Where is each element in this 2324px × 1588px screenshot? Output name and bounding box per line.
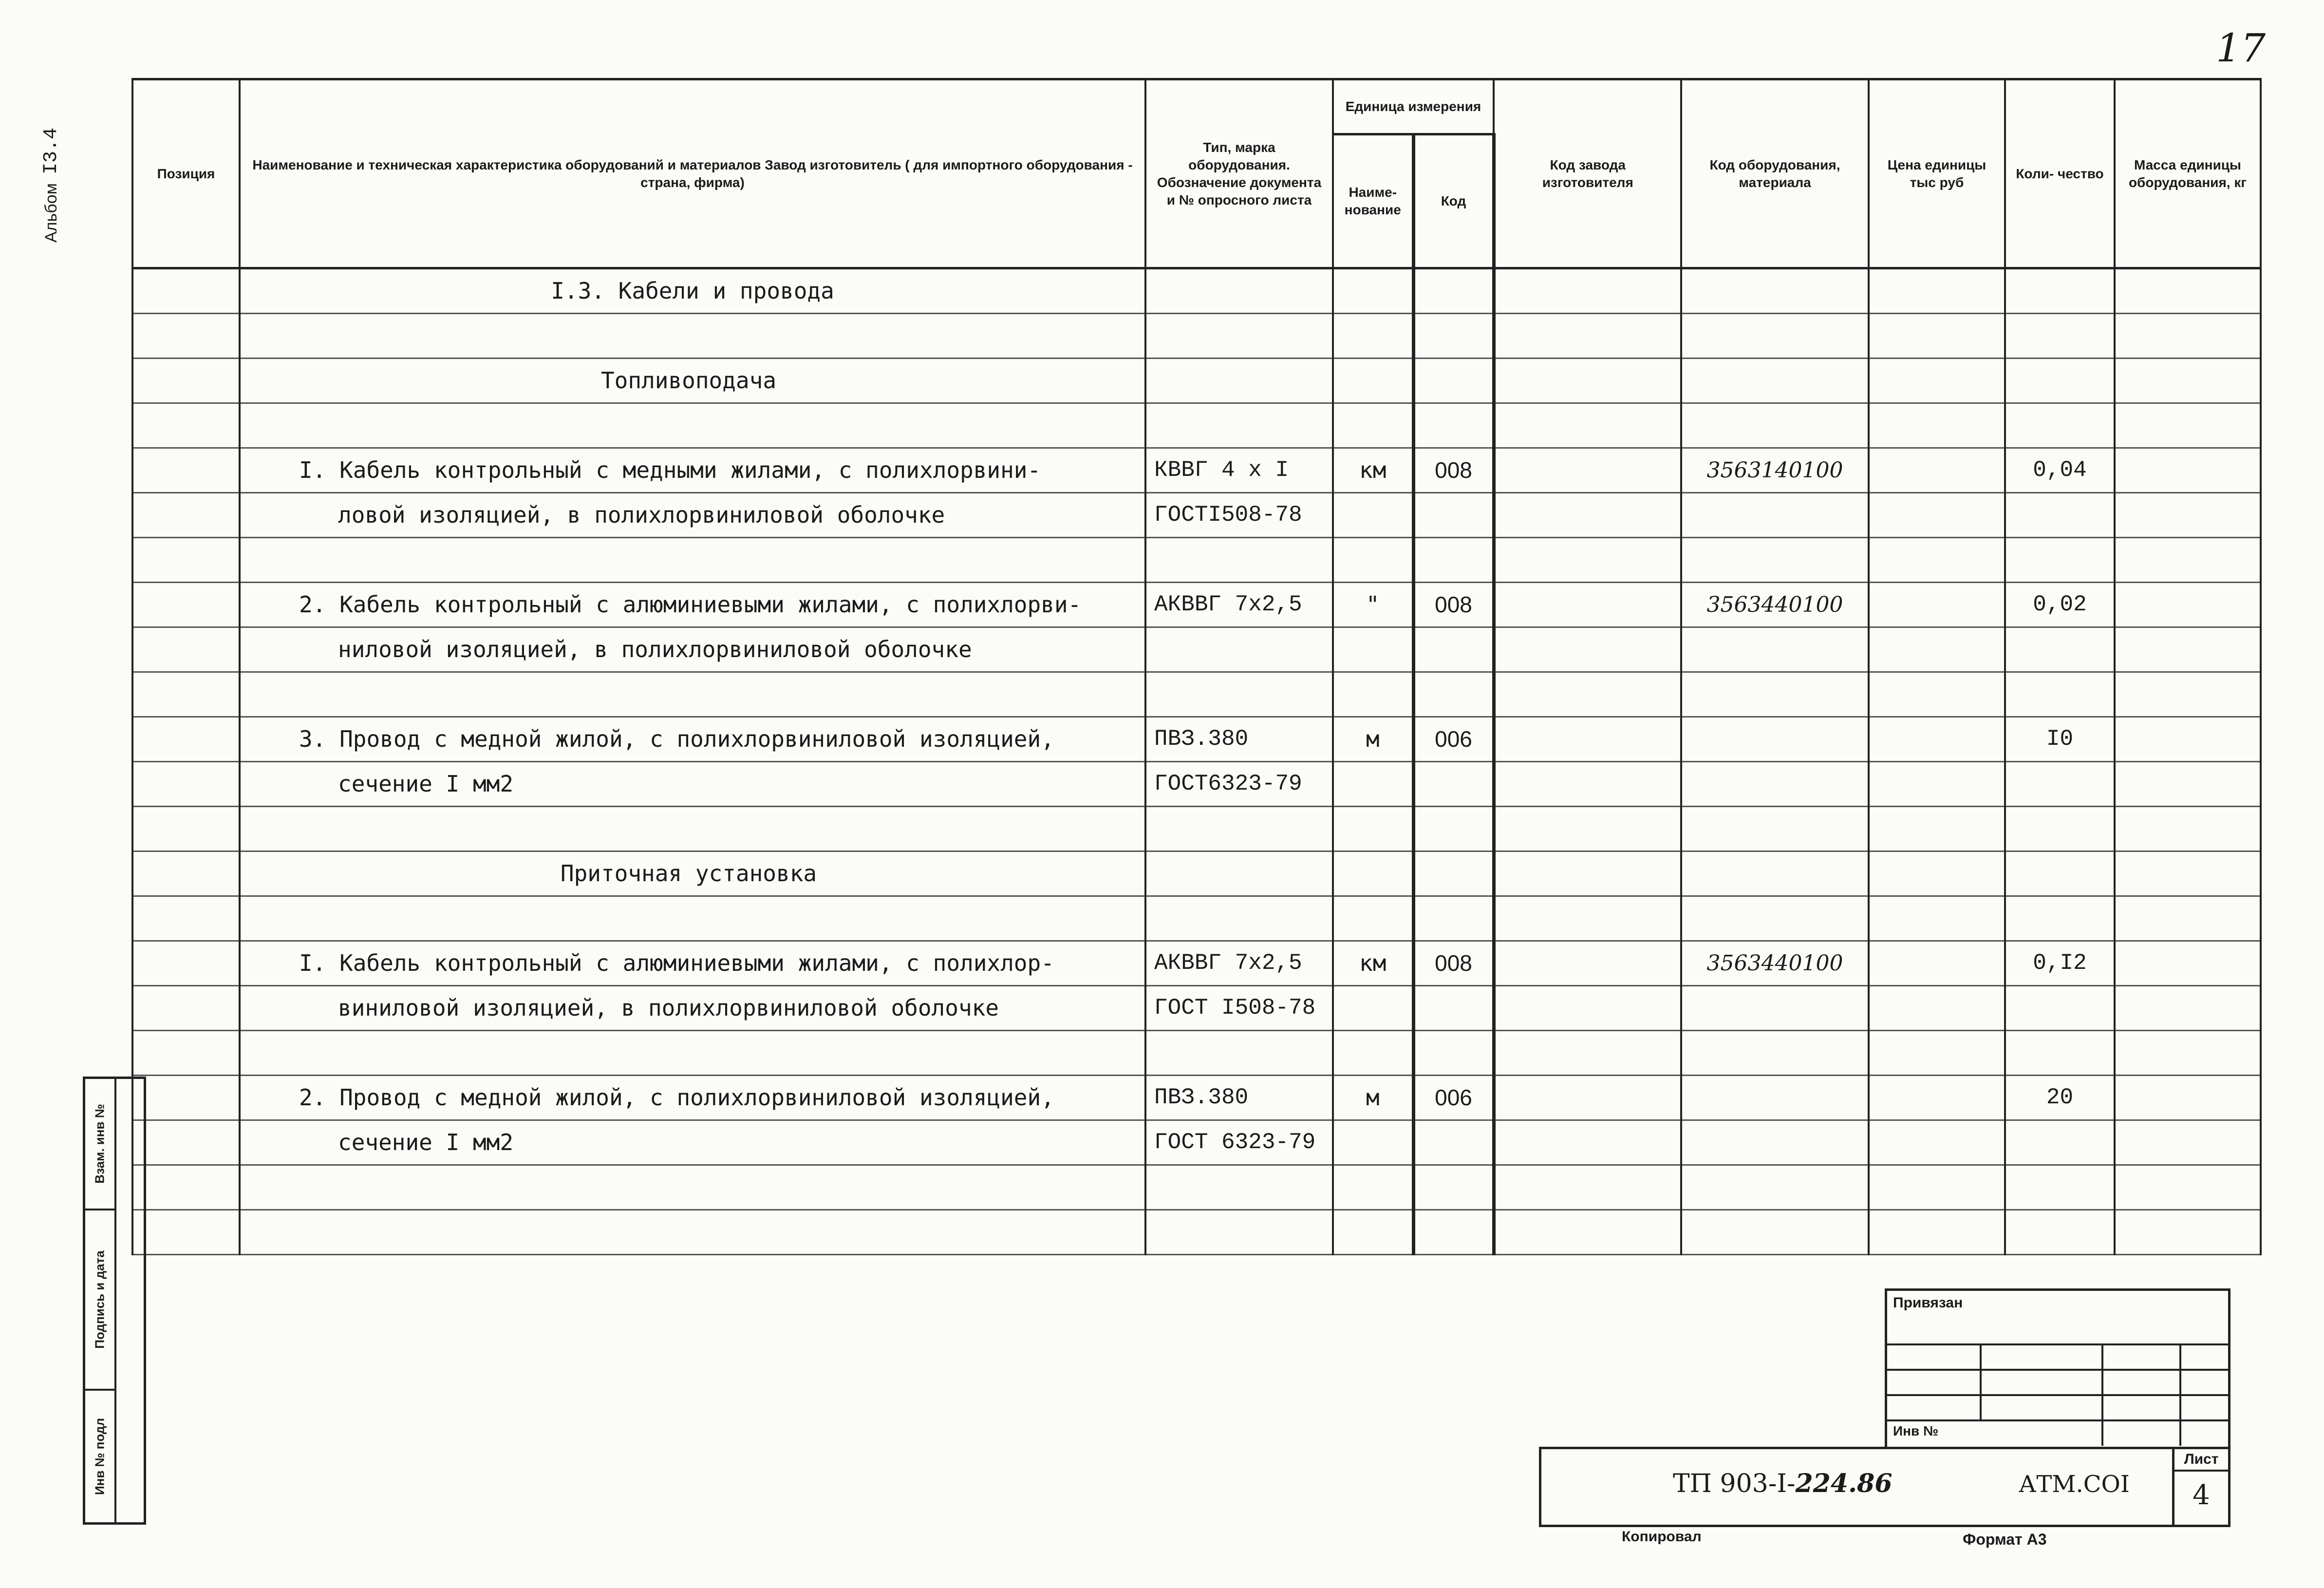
cell-factory-code: [1494, 493, 1681, 538]
cell-position: [132, 493, 240, 538]
cell-mass: [2115, 359, 2261, 403]
cell-type: [1145, 851, 1333, 896]
cell-unit-name: [1333, 1031, 1413, 1076]
cell-mass: [2115, 1076, 2261, 1120]
cell-name: сечение I мм2: [240, 762, 1145, 807]
cell-name: [240, 314, 1145, 359]
cell-mass: [2115, 1165, 2261, 1210]
cell-type: [1145, 672, 1333, 717]
cell-factory-code: [1494, 896, 1681, 941]
sheet-label: Лист: [2174, 1451, 2228, 1472]
cell-mass: [2115, 896, 2261, 941]
cell-quantity: 0,04: [2005, 448, 2115, 493]
cell-position: [132, 672, 240, 717]
table-row: [132, 314, 2261, 359]
cell-position: [132, 268, 240, 314]
stamp-label-replace-inv: Взам. инв №: [92, 1104, 107, 1184]
designation-year: 224.86: [1795, 1469, 1893, 1498]
cell-type: [1145, 403, 1333, 448]
table-row: [132, 403, 2261, 448]
table-row: [132, 583, 2261, 627]
cell-factory-code: [1494, 448, 1681, 493]
grid-line: [1887, 1419, 2228, 1421]
cell-mass: [2115, 403, 2261, 448]
cell-unit-name: [1333, 268, 1413, 314]
cell-factory-code: [1494, 941, 1681, 986]
page-number: 17: [2216, 25, 2266, 71]
inv-label: Инв №: [1893, 1423, 1939, 1438]
cell-mass: [2115, 627, 2261, 672]
album-number: I3.4: [40, 128, 62, 175]
grid-line: [1887, 1343, 2228, 1345]
cell-price: [1869, 1210, 2005, 1255]
cell-type: [1145, 1031, 1333, 1076]
cell-price: [1869, 314, 2005, 359]
cell-unit-name: [1333, 762, 1413, 807]
copied-label: Копировал: [1622, 1529, 1702, 1545]
cell-quantity: [2005, 851, 2115, 896]
cell-position: [132, 359, 240, 403]
table-row: [132, 896, 2261, 941]
cell-price: [1869, 1076, 2005, 1120]
stamp-cell-original-inv: [85, 1391, 114, 1522]
cell-mass: [2115, 268, 2261, 314]
cell-price: [1869, 762, 2005, 807]
cell-unit-code: [1413, 1210, 1494, 1255]
cell-price: [1869, 1120, 2005, 1165]
cell-quantity: [2005, 986, 2115, 1031]
cell-name: Топливоподача: [240, 359, 1145, 403]
cell-position: [132, 851, 240, 896]
cell-factory-code: [1494, 1210, 1681, 1255]
table-row: [132, 493, 2261, 538]
cell-type: [1145, 1210, 1333, 1255]
cell-quantity: [2005, 403, 2115, 448]
table-row: [132, 807, 2261, 851]
cell-unit-code: [1413, 493, 1494, 538]
cell-type: [1145, 314, 1333, 359]
cell-unit-name: км: [1333, 448, 1413, 493]
cell-price: [1869, 1165, 2005, 1210]
cell-type: ГОСТ 6323-79: [1145, 1120, 1333, 1165]
cell-equipment-code: 3563140100: [1681, 448, 1869, 493]
cell-mass: [2115, 851, 2261, 896]
cell-type: [1145, 807, 1333, 851]
cell-quantity: [2005, 672, 2115, 717]
cell-position: [132, 1120, 240, 1165]
cell-name: [240, 672, 1145, 717]
cell-equipment-code: [1681, 493, 1869, 538]
cell-unit-name: [1333, 807, 1413, 851]
cell-position: [132, 762, 240, 807]
cell-position: [132, 538, 240, 583]
cell-factory-code: [1494, 762, 1681, 807]
cell-unit-name: [1333, 493, 1413, 538]
cell-quantity: 20: [2005, 1076, 2115, 1120]
cell-quantity: [2005, 268, 2115, 314]
cell-type: ГОСТI508-78: [1145, 493, 1333, 538]
table-row: [132, 359, 2261, 403]
cell-factory-code: [1494, 1120, 1681, 1165]
cell-name: I. Кабель контрольный с алюминиевыми жилами, с полихлор-: [240, 941, 1145, 986]
cell-position: [132, 717, 240, 762]
cell-position: [132, 583, 240, 627]
cell-mass: [2115, 538, 2261, 583]
cell-quantity: [2005, 1210, 2115, 1255]
cell-position: [132, 896, 240, 941]
table-row: [132, 1210, 2261, 1255]
cell-factory-code: [1494, 672, 1681, 717]
header-equipment-code: Код оборудования, материала: [1681, 79, 1869, 268]
cell-unit-code: [1413, 359, 1494, 403]
cell-equipment-code: 3563440100: [1681, 941, 1869, 986]
cell-quantity: [2005, 1165, 2115, 1210]
cell-name: 2. Провод с медной жилой, с полихлорвиниловой изоляцией,: [240, 1076, 1145, 1120]
cell-factory-code: [1494, 583, 1681, 627]
cell-position: [132, 1165, 240, 1210]
cell-position: [132, 448, 240, 493]
cell-quantity: 0,02: [2005, 583, 2115, 627]
cell-unit-code: [1413, 1031, 1494, 1076]
cell-factory-code: [1494, 403, 1681, 448]
cell-name: сечение I мм2: [240, 1120, 1145, 1165]
cell-unit-name: [1333, 359, 1413, 403]
cell-type: АКВВГ 7x2,5: [1145, 583, 1333, 627]
table-row: [132, 762, 2261, 807]
title-block-attached: [1885, 1288, 2230, 1449]
cell-unit-code: 008: [1413, 448, 1494, 493]
cell-quantity: [2005, 359, 2115, 403]
cell-price: [1869, 359, 2005, 403]
cell-equipment-code: [1681, 314, 1869, 359]
cell-price: [1869, 896, 2005, 941]
cell-price: [1869, 583, 2005, 627]
cell-name: 3. Провод с медной жилой, с полихлорвиниловой изоляцией,: [240, 717, 1145, 762]
cell-quantity: [2005, 896, 2115, 941]
table-row: [132, 1031, 2261, 1076]
stamp-divider: [114, 1079, 116, 1522]
cell-position: [132, 1076, 240, 1120]
table-header: [132, 79, 2261, 268]
cell-equipment-code: [1681, 762, 1869, 807]
cell-factory-code: [1494, 851, 1681, 896]
cell-position: [132, 1031, 240, 1076]
cell-price: [1869, 538, 2005, 583]
cell-name: I.3. Кабели и провода: [240, 268, 1145, 314]
cell-unit-name: ": [1333, 583, 1413, 627]
cell-factory-code: [1494, 986, 1681, 1031]
document-code: АТМ.СОI: [2019, 1471, 2130, 1498]
designation-prefix: ТП 903-I-: [1673, 1469, 1796, 1498]
cell-unit-name: [1333, 627, 1413, 672]
cell-name: [240, 896, 1145, 941]
cell-name: ловой изоляцией, в полихлорвиниловой оболочке: [240, 493, 1145, 538]
stamp-label-signature-date: Подпись и дата: [92, 1250, 107, 1349]
cell-unit-name: [1333, 403, 1413, 448]
cell-position: [132, 807, 240, 851]
table-row: [132, 627, 2261, 672]
cell-type: [1145, 896, 1333, 941]
cell-position: [132, 627, 240, 672]
cell-type: КВВГ 4 x I: [1145, 448, 1333, 493]
stamp-cell-replace-inv: [85, 1079, 114, 1210]
cell-equipment-code: [1681, 1076, 1869, 1120]
grid-line: [2101, 1343, 2103, 1446]
cell-equipment-code: [1681, 359, 1869, 403]
document-designation: [1673, 1469, 1893, 1498]
table-row: [132, 1165, 2261, 1210]
table-row: [132, 1076, 2261, 1120]
cell-equipment-code: [1681, 1210, 1869, 1255]
header-factory-code: Код завода изготовителя: [1494, 79, 1681, 268]
approval-stamp-column: [83, 1077, 146, 1525]
table-row: [132, 717, 2261, 762]
cell-mass: [2115, 1210, 2261, 1255]
cell-equipment-code: 3563440100: [1681, 583, 1869, 627]
cell-quantity: I0: [2005, 717, 2115, 762]
cell-unit-name: [1333, 1120, 1413, 1165]
cell-type: ПВЗ.380: [1145, 717, 1333, 762]
cell-price: [1869, 941, 2005, 986]
cell-type: [1145, 538, 1333, 583]
cell-price: [1869, 403, 2005, 448]
header-type: Тип, марка оборудования. Обозначение документа и № опросного листа: [1145, 79, 1333, 268]
cell-quantity: [2005, 538, 2115, 583]
cell-unit-name: [1333, 672, 1413, 717]
cell-unit-name: [1333, 314, 1413, 359]
cell-quantity: [2005, 314, 2115, 359]
cell-type: [1145, 359, 1333, 403]
cell-price: [1869, 717, 2005, 762]
table-row: [132, 986, 2261, 1031]
cell-quantity: [2005, 627, 2115, 672]
cell-unit-code: [1413, 807, 1494, 851]
cell-type: [1145, 1165, 1333, 1210]
table-row: [132, 1120, 2261, 1165]
header-quantity: Коли- чество: [2005, 79, 2115, 268]
cell-factory-code: [1494, 627, 1681, 672]
cell-factory-code: [1494, 717, 1681, 762]
title-block-main: [1539, 1447, 2230, 1527]
cell-quantity: [2005, 493, 2115, 538]
cell-mass: [2115, 672, 2261, 717]
cell-unit-name: [1333, 1210, 1413, 1255]
header-unit-name: Наиме- нование: [1333, 134, 1413, 268]
cell-equipment-code: [1681, 1120, 1869, 1165]
table-row: [132, 851, 2261, 896]
cell-factory-code: [1494, 268, 1681, 314]
cell-name: [240, 1165, 1145, 1210]
cell-mass: [2115, 986, 2261, 1031]
header-price: Цена единицы тыс руб: [1869, 79, 2005, 268]
cell-unit-code: [1413, 851, 1494, 896]
table-row: [132, 448, 2261, 493]
cell-mass: [2115, 807, 2261, 851]
cell-equipment-code: [1681, 986, 1869, 1031]
stamp-label-original-inv: Инв № подл: [92, 1418, 107, 1495]
cell-price: [1869, 851, 2005, 896]
cell-unit-code: 006: [1413, 1076, 1494, 1120]
cell-unit-code: [1413, 762, 1494, 807]
cell-equipment-code: [1681, 538, 1869, 583]
cell-mass: [2115, 1031, 2261, 1076]
cell-name: [240, 403, 1145, 448]
cell-mass: [2115, 493, 2261, 538]
sheet-box: [2172, 1449, 2228, 1527]
stamp-cell-signature-date: [85, 1210, 114, 1391]
cell-price: [1869, 672, 2005, 717]
table-row: [132, 672, 2261, 717]
header-unit-code: Код: [1413, 134, 1494, 268]
table-row: [132, 538, 2261, 583]
cell-unit-name: [1333, 538, 1413, 583]
grid-line: [1980, 1343, 1982, 1419]
table-body: [132, 268, 2261, 1255]
cell-price: [1869, 986, 2005, 1031]
cell-price: [1869, 448, 2005, 493]
cell-equipment-code: [1681, 403, 1869, 448]
cell-factory-code: [1494, 538, 1681, 583]
cell-type: ГОСТ6323-79: [1145, 762, 1333, 807]
table-row: [132, 941, 2261, 986]
cell-unit-name: км: [1333, 941, 1413, 986]
cell-factory-code: [1494, 1165, 1681, 1210]
cell-factory-code: [1494, 1031, 1681, 1076]
cell-type: АКВВГ 7x2,5: [1145, 941, 1333, 986]
cell-equipment-code: [1681, 851, 1869, 896]
cell-mass: [2115, 314, 2261, 359]
cell-factory-code: [1494, 807, 1681, 851]
cell-name: ниловой изоляцией, в полихлорвиниловой оболочке: [240, 627, 1145, 672]
header-mass: Масса единицы оборудования, кг: [2115, 79, 2261, 268]
cell-equipment-code: [1681, 627, 1869, 672]
cell-type: ГОСТ I508-78: [1145, 986, 1333, 1031]
cell-unit-name: [1333, 896, 1413, 941]
sheet-number: 4: [2193, 1479, 2210, 1511]
cell-unit-code: [1413, 1120, 1494, 1165]
cell-quantity: [2005, 762, 2115, 807]
cell-equipment-code: [1681, 268, 1869, 314]
cell-position: [132, 986, 240, 1031]
cell-unit-code: [1413, 896, 1494, 941]
cell-factory-code: [1494, 314, 1681, 359]
cell-name: [240, 1210, 1145, 1255]
cell-name: [240, 1031, 1145, 1076]
table-row: [132, 268, 2261, 314]
cell-price: [1869, 493, 2005, 538]
cell-unit-code: [1413, 672, 1494, 717]
cell-unit-code: [1413, 268, 1494, 314]
cell-type: ПВЗ.380: [1145, 1076, 1333, 1120]
cell-mass: [2115, 941, 2261, 986]
cell-quantity: 0,I2: [2005, 941, 2115, 986]
cell-mass: [2115, 1120, 2261, 1165]
cell-type: [1145, 627, 1333, 672]
cell-unit-code: [1413, 627, 1494, 672]
cell-equipment-code: [1681, 1165, 1869, 1210]
cell-equipment-code: [1681, 717, 1869, 762]
cell-unit-code: [1413, 403, 1494, 448]
cell-name: Приточная установка: [240, 851, 1145, 896]
cell-unit-code: [1413, 314, 1494, 359]
cell-mass: [2115, 448, 2261, 493]
specification-table: [131, 78, 2262, 1255]
header-name: Наименование и техническая характеристика оборудований и материалов Завод изготовитель ( для импортного оборудования - страна, фирма): [240, 79, 1145, 268]
cell-position: [132, 1210, 240, 1255]
cell-factory-code: [1494, 1076, 1681, 1120]
album-label-text: Альбом: [41, 183, 60, 243]
cell-quantity: [2005, 1120, 2115, 1165]
cell-equipment-code: [1681, 672, 1869, 717]
cell-equipment-code: [1681, 807, 1869, 851]
cell-price: [1869, 268, 2005, 314]
cell-unit-code: [1413, 1165, 1494, 1210]
grid-line: [2179, 1343, 2181, 1446]
cell-unit-name: [1333, 986, 1413, 1031]
cell-price: [1869, 1031, 2005, 1076]
grid-line: [1887, 1394, 2228, 1396]
cell-unit-code: 008: [1413, 583, 1494, 627]
cell-price: [1869, 627, 2005, 672]
cell-position: [132, 314, 240, 359]
attached-label: Привязан: [1893, 1295, 1963, 1311]
cell-equipment-code: [1681, 1031, 1869, 1076]
cell-quantity: [2005, 1031, 2115, 1076]
cell-unit-name: [1333, 1165, 1413, 1210]
cell-name: 2. Кабель контрольный с алюминиевыми жилами, с полихлорви-: [240, 583, 1145, 627]
cell-unit-code: 006: [1413, 717, 1494, 762]
cell-mass: [2115, 717, 2261, 762]
cell-unit-name: [1333, 851, 1413, 896]
cell-position: [132, 403, 240, 448]
cell-position: [132, 941, 240, 986]
cell-unit-code: 008: [1413, 941, 1494, 986]
grid-line: [1887, 1369, 2228, 1371]
cell-quantity: [2005, 807, 2115, 851]
cell-price: [1869, 807, 2005, 851]
cell-mass: [2115, 762, 2261, 807]
cell-unit-name: м: [1333, 1076, 1413, 1120]
cell-unit-name: м: [1333, 717, 1413, 762]
format-label: Формат А3: [1963, 1531, 2047, 1548]
cell-mass: [2115, 583, 2261, 627]
cell-name: I. Кабель контрольный с медными жилами, с полихлорвини-: [240, 448, 1145, 493]
cell-name: [240, 807, 1145, 851]
cell-name: [240, 538, 1145, 583]
cell-name: виниловой изоляцией, в полихлорвиниловой оболочке: [240, 986, 1145, 1031]
album-label: [29, 97, 73, 273]
cell-unit-code: [1413, 986, 1494, 1031]
header-position: Позиция: [132, 79, 240, 268]
cell-unit-code: [1413, 538, 1494, 583]
cell-factory-code: [1494, 359, 1681, 403]
cell-type: [1145, 268, 1333, 314]
cell-equipment-code: [1681, 896, 1869, 941]
header-unit-group: Единица измерения: [1333, 79, 1494, 134]
